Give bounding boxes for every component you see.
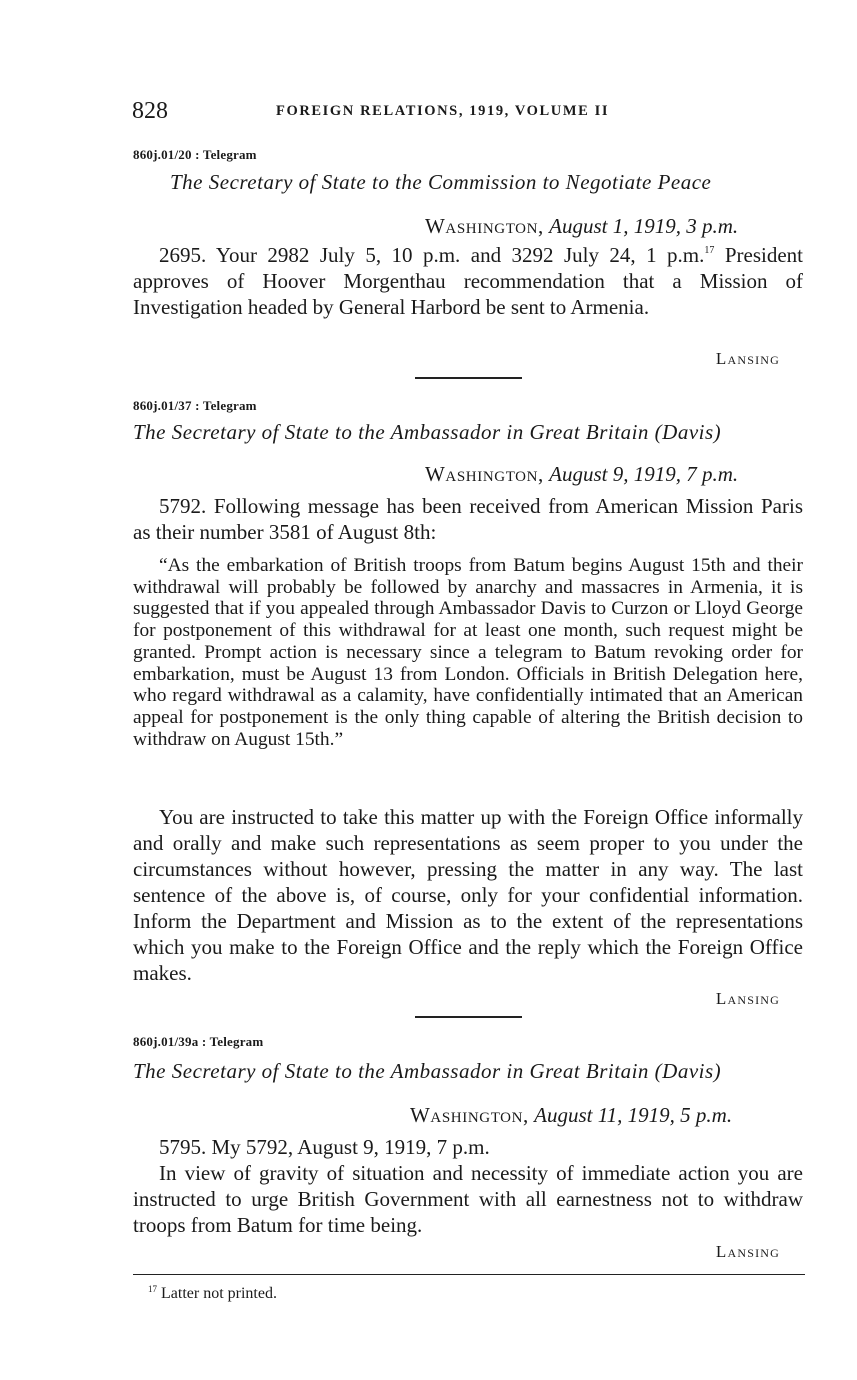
body-paragraph: 5795. My 5792, August 9, 1919, 7 p.m. <box>159 1135 490 1159</box>
dateline-date: August 1, 1919, 3 p.m. <box>549 214 739 238</box>
dateline <box>410 1103 732 1128</box>
footnote-text: Latter not printed. <box>161 1285 277 1302</box>
body-paragraph: You are instructed to take this matter up with the Foreign Office informally and orally and make such representations as seem proper to you under the circumstances without however, pressing the matter in any way. The last sentence of the above is, of course, only for your confidential information. Inform the Department and Mission as to the extent of the representations which you make to the Foreign Office and the reply which the Foreign Office makes. <box>133 805 803 985</box>
body-paragraph: 2695. Your 2982 July 5, 10 p.m. and 3292 July 24, 1 p.m.$^{17}$ President approves of Hoover Morgenthau recommendation that a Mission of Investigation headed by General Harbord be sent to Armenia. <box>133 243 804 319</box>
dateline <box>425 462 738 487</box>
footnote-reference: 17 <box>704 245 715 256</box>
page-number: 828 <box>132 98 168 124</box>
quoted-message: “As the embarkation of British troops from Batum begins August 15th and their withdrawal will probably be followed by anarchy and massacres in Armenia, it is suggested that if you appealed through Ambassador Davis to Curzon or Lloyd George for postponement of this withdrawal for at least one month, such request might be granted. Prompt action is necessary since a telegram to Batum revoking order for embarkation, must be August 13 from London. Officials in British Delegation here, who regard withdrawal as a calamity, have confidentially intimated that an American appeal for postponement is the only thing capable of altering the British decision to withdraw on August 15th.” <box>133 555 803 750</box>
document-title: The Secretary of State to the Commission to Negotiate Peace <box>170 170 712 194</box>
signature: Lansing <box>715 1242 780 1261</box>
running-title: FOREIGN RELATIONS, 1919, VOLUME II <box>276 103 610 119</box>
dateline-place: Washington, <box>425 214 544 238</box>
footnote-marker: 17 <box>148 1284 157 1294</box>
body-paragraph: In view of gravity of situation and necessity of immediate action you are instructed to urge British Government with all earnestness not to withdraw troops from Batum for time being. <box>133 1161 803 1237</box>
signature: Lansing <box>715 349 780 368</box>
section-divider <box>415 1016 522 1018</box>
footnote-divider <box>133 1274 805 1275</box>
file-reference: 860j.01/39a : Telegram <box>133 1034 264 1049</box>
dateline-date: August 9, 1919, 7 p.m. <box>549 462 739 486</box>
footnote <box>148 1285 277 1303</box>
dateline <box>425 214 738 239</box>
document-title: The Secretary of State to the Ambassador in Great Britain (Davis) <box>133 420 722 444</box>
signature: Lansing <box>715 989 780 1008</box>
dateline-date: August 11, 1919, 5 p.m. <box>534 1103 733 1127</box>
section-divider <box>415 377 522 379</box>
dateline-place: Washington, <box>425 462 544 486</box>
document-title: The Secretary of State to the Ambassador in Great Britain (Davis) <box>133 1059 722 1083</box>
file-reference: 860j.01/37 : Telegram <box>133 398 257 413</box>
dateline-place: Washington, <box>410 1103 529 1127</box>
file-reference: 860j.01/20 : Telegram <box>133 147 257 162</box>
body-paragraph: 5792. Following message has been received from American Mission Paris as their number 3581 of August 8th: <box>133 494 803 544</box>
